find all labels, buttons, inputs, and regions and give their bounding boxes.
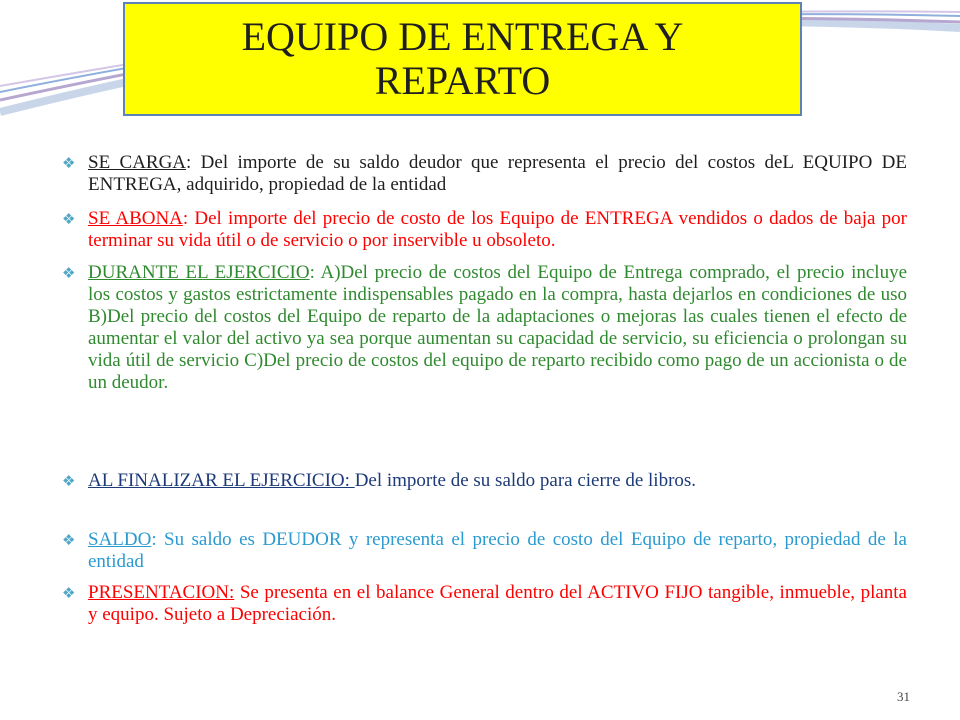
slide-title-line-2: REPARTO bbox=[374, 58, 551, 103]
diamond-bullet-icon: ❖ bbox=[62, 210, 76, 228]
bullet-separator: : bbox=[186, 152, 192, 173]
bullet-se-carga bbox=[62, 152, 907, 196]
bullet-body: Del importe de su saldo para cierre de libros. bbox=[354, 470, 697, 491]
bullet-al-finalizar bbox=[62, 470, 907, 492]
bullet-label: PRESENTACION: bbox=[88, 582, 235, 603]
bullet-presentacion bbox=[62, 582, 907, 626]
diamond-bullet-icon: ❖ bbox=[62, 264, 76, 282]
bullet-separator: : bbox=[309, 262, 315, 283]
bullet-saldo bbox=[62, 529, 907, 573]
bullet-label: DURANTE EL EJERCICIO bbox=[88, 262, 310, 283]
diamond-bullet-icon: ❖ bbox=[62, 531, 76, 549]
bullet-body: Su saldo es DEUDOR y representa el precio de costo del Equipo de reparto, propiedad de la entidad bbox=[88, 529, 907, 572]
diamond-bullet-icon: ❖ bbox=[62, 584, 76, 602]
bullet-body: Del importe de su saldo deudor que representa el precio del costos deL EQUIPO DE ENTREGA, adquirido, propiedad de la entidad bbox=[88, 152, 908, 195]
bullet-label: SE CARGA bbox=[88, 152, 187, 173]
bullet-separator: : bbox=[182, 208, 189, 229]
bullet-label: AL FINALIZAR EL EJERCICIO: bbox=[88, 470, 355, 491]
bullet-durante-el-ejercicio bbox=[62, 262, 907, 394]
bullet-label: SALDO bbox=[88, 529, 152, 550]
diamond-bullet-icon: ❖ bbox=[62, 154, 76, 172]
slide-title bbox=[123, 2, 802, 116]
diamond-bullet-icon: ❖ bbox=[62, 472, 76, 490]
bullet-body: A)Del precio de costos del Equipo de Entrega comprado, el precio incluye los costos y gastos estrictamente indispensables pagado en la compra, hasta dejarlos en condiciones de uso B)Del precio del costos del Equipo de reparto de la adaptaciones o mejoras las cuales tienen el efecto de aumentar el valor del activo ya sea porque aumentan su capacidad de servicio, su eficiencia o prolongan su vida útil de servicio C)Del precio de costos del equipo de reparto recibido como pago de un accionista o de un deudor. bbox=[88, 262, 907, 393]
bullet-label: SE ABONA bbox=[88, 208, 183, 229]
bullet-se-abona bbox=[62, 208, 907, 252]
bullet-body: Se presenta en el balance General dentro del ACTIVO FIJO tangible, inmueble, planta y equipo. Sujeto a Depreciación. bbox=[88, 582, 907, 625]
page-number: 31 bbox=[897, 689, 910, 704]
bullet-separator: : bbox=[151, 529, 157, 550]
bullet-body: Del importe del precio de costo de los Equipo de ENTREGA vendidos o dados de baja por terminar su vida útil o de servicio o por inservible u obsoleto. bbox=[88, 208, 907, 251]
slide-title-line-1: EQUIPO DE ENTREGA Y bbox=[241, 14, 684, 59]
